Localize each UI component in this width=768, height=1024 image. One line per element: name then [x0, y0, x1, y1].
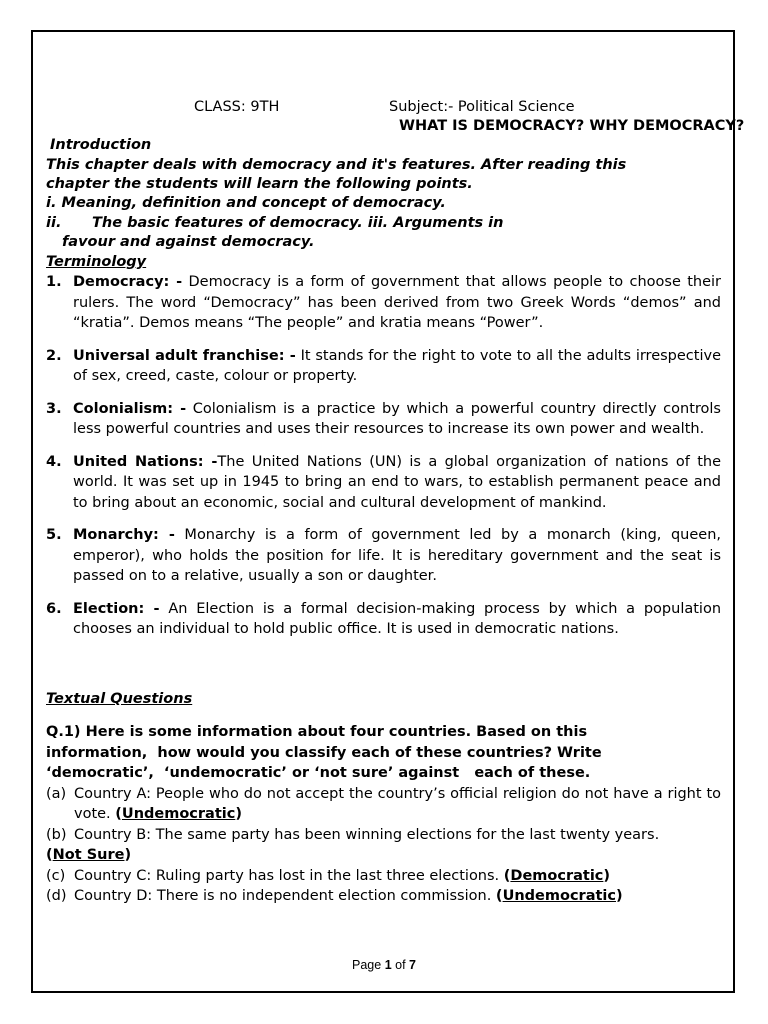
term-name: Universal adult franchise: -	[73, 347, 296, 364]
term-definition: Democracy is a form of government that allows people to choose their rulers. The word “Democracy” has been derived from two Greek Words “demos” and “kratia”. Demos means “The people” and kratia means “Power”.	[73, 274, 721, 331]
option-a: (a) Country A: People who do not accept the country’s official religion do not have a right to vote. (Undemocratic)	[46, 784, 721, 825]
term-definition: Monarchy is a form of government led by a monarch (king, queen, emperor), who holds the position for life. It is hereditary government and the seat is passed on to a relative, usually a son or daughter.	[73, 527, 722, 584]
term-definition: An Election is a formal decision-making process by which a population chooses an individual to hold public office. It is used in democratic nations.	[73, 600, 722, 637]
intro-point-2-text: The basic features of democracy. iii. Arguments in	[92, 215, 504, 231]
term-item-universal-adult-franchise: 2. Universal adult franchise: - It stands for the right to vote to all the adults irrespective of sex, creed, caste, colour or property.	[46, 347, 721, 384]
terminology-heading: Terminology	[46, 254, 147, 270]
option-b-answer-line: (Not Sure)	[46, 847, 132, 863]
option-a-text: Country A: People who do not accept the country’s official religion do not have a right to vote.	[74, 785, 721, 822]
option-b	[46, 825, 721, 846]
terminology-list	[46, 272, 721, 652]
option-d-label: (d)	[46, 888, 67, 904]
question-1-line-1: Q.1) Here is some information about four countries. Based on this	[46, 724, 588, 740]
option-c: (c) Country C: Ruling party has lost in the last three elections. (Democratic)	[46, 866, 721, 887]
of-word: of	[395, 958, 406, 972]
question-1-line-2: information, how would you classify each of these countries? Write	[46, 744, 602, 761]
page-word: Page	[352, 958, 382, 972]
class-label: CLASS: 9TH	[194, 99, 280, 115]
option-a-label: (a)	[46, 785, 67, 802]
intro-heading: Introduction	[50, 137, 152, 153]
textual-questions-heading: Textual Questions	[46, 691, 193, 707]
term-item-election: 6. Election: - An Election is a formal decision-making process by which a population chooses an individual to hold public office. It is used in democratic nations.	[46, 600, 722, 637]
option-c-answer: Democratic	[510, 867, 604, 884]
page-number: 1	[384, 958, 392, 972]
intro-point-2-cont: favour and against democracy.	[62, 234, 315, 250]
option-b-text: Country B: The same party has been winning elections for the last twenty years.	[74, 826, 660, 843]
term-name: Democracy: -	[73, 274, 183, 290]
option-c-text: Country C: Ruling party has lost in the last three elections.	[74, 867, 504, 884]
option-b-answer: Not Sure	[52, 847, 125, 863]
intro-point-2-num: ii.	[46, 215, 62, 231]
option-a-answer: Undemocratic	[121, 806, 236, 822]
term-name: Colonialism: -	[73, 400, 187, 417]
term-item-colonialism: 3. Colonialism: - Colonialism is a practice by which a powerful country directly controls less powerful countries and uses their resources to increase its own power and wealth.	[46, 400, 721, 437]
option-d: (d) Country D: There is no independent election commission. (Undemocratic)	[46, 886, 721, 907]
term-item-monarchy: 5. Monarchy: - Monarchy is a form of government led by a monarch (king, queen, emperor), who holds the position for life. It is hereditary government and the seat is passed on to a relative, usually a son or daughter.	[46, 527, 722, 584]
term-name: Monarchy: -	[73, 527, 175, 543]
intro-line-2: chapter the students will learn the following points.	[46, 176, 473, 192]
term-definition: Colonialism is a practice by which a powerful country directly controls less powerful countries and uses their resources to increase its own power and wealth.	[73, 400, 721, 437]
intro-line-1: This chapter deals with democracy and it's features. After reading this	[46, 157, 627, 173]
option-d-text: Country D: There is no independent election commission.	[74, 888, 496, 904]
term-definition: The United Nations (UN) is a global organization of nations of the world. It was set up in 1945 to bring an end to wars, to establish permanent peace and to bring about an economic, social and cultural development of mankind.	[73, 453, 721, 511]
term-name: United Nations: -	[73, 453, 218, 470]
question-1	[46, 722, 721, 907]
option-b-label: (b)	[46, 826, 67, 843]
term-item-democracy: 1. Democracy: - Democracy is a form of government that allows people to choose their rulers. The word “Democracy” has been derived from two Greek Words “demos” and “kratia”. Demos means “The people” and kratia means “Power”.	[46, 274, 721, 331]
intro-point-1: i. Meaning, definition and concept of democracy.	[46, 195, 446, 211]
question-1-line-3: ‘democratic’, ‘undemocratic’ or ‘not sure’ against each of these.	[46, 765, 591, 781]
term-name: Election: -	[73, 600, 160, 617]
page-footer	[0, 958, 768, 972]
subject-label: Subject:- Political Science	[389, 99, 575, 115]
chapter-title: WHAT IS DEMOCRACY? WHY DEMOCRACY?	[399, 118, 745, 134]
term-item-united-nations: 4. United Nations: -The United Nations (UN) is a global organization of nations of the world. It was set up in 1945 to bring an end to wars, to establish permanent peace and to bring about an economic, social and cultural development of mankind.	[46, 453, 721, 511]
term-definition: It stands for the right to vote to all the adults irrespective of sex, creed, caste, colour or property.	[73, 347, 721, 384]
option-d-answer: Undemocratic	[502, 888, 616, 904]
page-total: 7	[409, 958, 416, 972]
option-c-label: (c)	[46, 867, 66, 884]
